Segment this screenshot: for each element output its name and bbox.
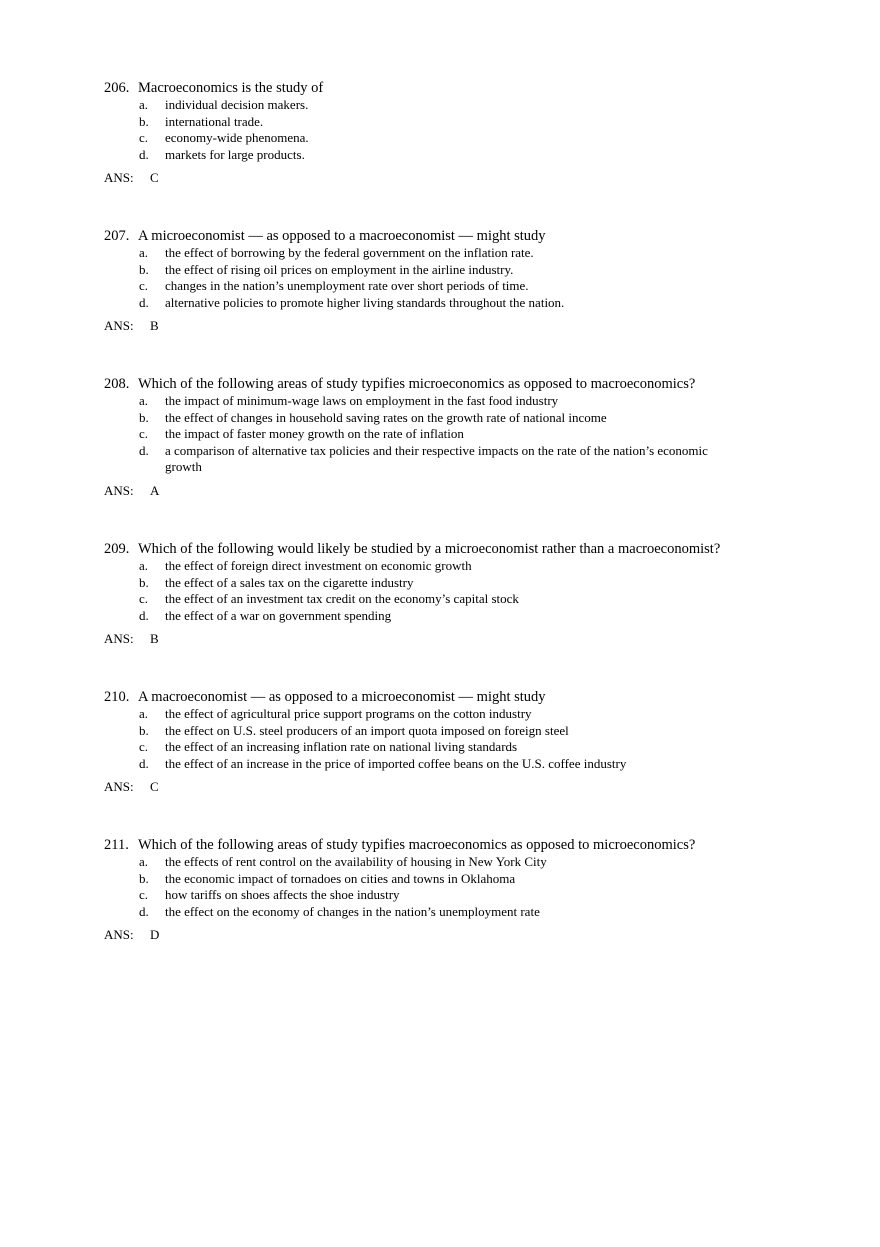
- option-list: [139, 706, 844, 772]
- option-letter: c.: [139, 887, 149, 902]
- option-text: the effect of an investment tax credit on the economy’s capital stock: [165, 591, 519, 606]
- answer-label: ANS:: [104, 318, 134, 333]
- option-text: the effects of rent control on the availability of housing in New York City: [165, 854, 547, 869]
- option-a: [139, 558, 844, 575]
- question-text: Which of the following would likely be studied by a microeconomist rather than a macroeconomist?: [138, 541, 721, 557]
- question-stem: [104, 541, 844, 558]
- option-b: [139, 262, 844, 279]
- answer-line: [104, 170, 844, 186]
- question-text: Macroeconomics is the study of: [138, 80, 324, 96]
- option-d: [139, 147, 844, 164]
- option-letter: d.: [139, 294, 149, 310]
- answer-label: ANS:: [104, 170, 134, 185]
- option-b: [139, 723, 844, 740]
- option-letter: a.: [139, 245, 149, 260]
- option-text: a comparison of alternative tax policies and their respective impacts on the rate of the nation’s economic growth: [165, 442, 708, 474]
- option-b: [139, 575, 844, 592]
- option-letter: d.: [139, 607, 149, 623]
- option-letter: b.: [139, 409, 149, 425]
- option-letter: a.: [139, 854, 149, 869]
- option-list: [139, 854, 844, 920]
- question-208: [104, 376, 844, 499]
- option-c: [139, 278, 844, 295]
- option-text: the effect of rising oil prices on employment in the airline industry.: [165, 261, 514, 277]
- option-list: [139, 245, 844, 311]
- option-text: international trade.: [165, 113, 264, 129]
- option-letter: c.: [139, 591, 149, 606]
- answer-line: [104, 483, 844, 499]
- option-text: the impact of faster money growth on the rate of inflation: [165, 426, 464, 441]
- option-d: [139, 608, 844, 625]
- option-d: [139, 904, 844, 921]
- question-206: [104, 80, 844, 186]
- option-list: [139, 558, 844, 624]
- answer-label: ANS:: [104, 927, 134, 942]
- question-stem: [104, 80, 844, 97]
- question-stem: [104, 376, 844, 393]
- option-d: [139, 443, 725, 476]
- option-text: the effect of a sales tax on the cigarette industry: [165, 574, 414, 590]
- option-letter: d.: [139, 146, 149, 162]
- option-text: the effect of an increase in the price of imported coffee beans on the U.S. coffee industry: [165, 755, 627, 771]
- option-list: [139, 393, 844, 476]
- question-stem: [104, 228, 844, 245]
- option-a: [139, 245, 844, 262]
- question-number: 206.: [104, 80, 130, 96]
- answer-value: C: [150, 170, 159, 185]
- option-letter: b.: [139, 261, 149, 277]
- option-text: markets for large products.: [165, 146, 305, 162]
- option-letter: c.: [139, 130, 149, 145]
- question-text: Which of the following areas of study typifies microeconomics as opposed to macroeconomics?: [138, 376, 696, 392]
- option-text: alternative policies to promote higher living standards throughout the nation.: [165, 294, 565, 310]
- option-c: [139, 887, 844, 904]
- option-letter: b.: [139, 574, 149, 590]
- option-b: [139, 410, 844, 427]
- answer-line: [104, 631, 844, 647]
- option-text: individual decision makers.: [165, 97, 309, 112]
- option-list: [139, 97, 844, 163]
- option-text: the effect of foreign direct investment on economic growth: [165, 558, 472, 573]
- answer-value: C: [150, 779, 159, 794]
- option-letter: a.: [139, 706, 149, 721]
- question-207: [104, 228, 844, 334]
- option-d: [139, 756, 844, 773]
- answer-line: [104, 779, 844, 795]
- answer-line: [104, 927, 844, 943]
- option-letter: d.: [139, 755, 149, 771]
- option-text: how tariffs on shoes affects the shoe industry: [165, 887, 400, 902]
- question-number: 209.: [104, 541, 130, 557]
- question-stem: [104, 837, 844, 854]
- answer-value: B: [150, 318, 159, 333]
- question-stem: [104, 689, 844, 706]
- answer-line: [104, 318, 844, 334]
- option-letter: b.: [139, 722, 149, 738]
- option-c: [139, 426, 844, 443]
- answer-value: B: [150, 631, 159, 646]
- option-letter: c.: [139, 278, 149, 293]
- option-text: the effect of a war on government spending: [165, 607, 392, 623]
- answer-value: A: [150, 482, 160, 498]
- question-number: 207.: [104, 228, 130, 244]
- option-letter: c.: [139, 426, 149, 441]
- question-text: A microeconomist — as opposed to a macroeconomist — might study: [138, 228, 546, 244]
- option-text: the effect of borrowing by the federal government on the inflation rate.: [165, 245, 534, 260]
- option-text: the effect of agricultural price support programs on the cotton industry: [165, 706, 532, 721]
- option-c: [139, 739, 844, 756]
- option-a: [139, 706, 844, 723]
- question-210: [104, 689, 844, 795]
- option-text: economy-wide phenomena.: [165, 130, 309, 145]
- option-d: [139, 295, 844, 312]
- question-number: 211.: [104, 837, 129, 853]
- question-211: [104, 837, 844, 943]
- option-b: [139, 114, 844, 131]
- question-text: A macroeconomist — as opposed to a microeconomist — might study: [138, 689, 546, 705]
- answer-label: ANS:: [104, 482, 134, 498]
- option-letter: c.: [139, 739, 149, 754]
- option-a: [139, 97, 844, 114]
- option-text: changes in the nation’s unemployment rate over short periods of time.: [165, 278, 529, 293]
- option-letter: a.: [139, 393, 149, 408]
- option-text: the effect on the economy of changes in the nation’s unemployment rate: [165, 903, 540, 919]
- option-c: [139, 591, 844, 608]
- option-text: the impact of minimum-wage laws on employment in the fast food industry: [165, 393, 559, 408]
- answer-label: ANS:: [104, 779, 134, 794]
- option-c: [139, 130, 844, 147]
- option-a: [139, 393, 844, 410]
- question-number: 208.: [104, 376, 130, 392]
- answer-label: ANS:: [104, 631, 134, 646]
- option-letter: b.: [139, 870, 149, 886]
- option-letter: a.: [139, 97, 149, 112]
- question-text: Which of the following areas of study typifies macroeconomics as opposed to microeconomics?: [138, 837, 696, 853]
- option-text: the effect of changes in household saving rates on the growth rate of national income: [165, 409, 607, 425]
- option-a: [139, 854, 844, 871]
- option-text: the effect of an increasing inflation rate on national living standards: [165, 739, 518, 754]
- option-letter: d.: [139, 903, 149, 919]
- option-letter: d.: [139, 442, 149, 458]
- option-b: [139, 871, 844, 888]
- option-text: the effect on U.S. steel producers of an import quota imposed on foreign steel: [165, 722, 569, 738]
- option-text: the economic impact of tornadoes on cities and towns in Oklahoma: [165, 870, 516, 886]
- answer-value: D: [150, 927, 160, 942]
- question-209: [104, 541, 844, 647]
- question-number: 210.: [104, 689, 130, 705]
- option-letter: a.: [139, 558, 149, 573]
- option-letter: b.: [139, 113, 149, 129]
